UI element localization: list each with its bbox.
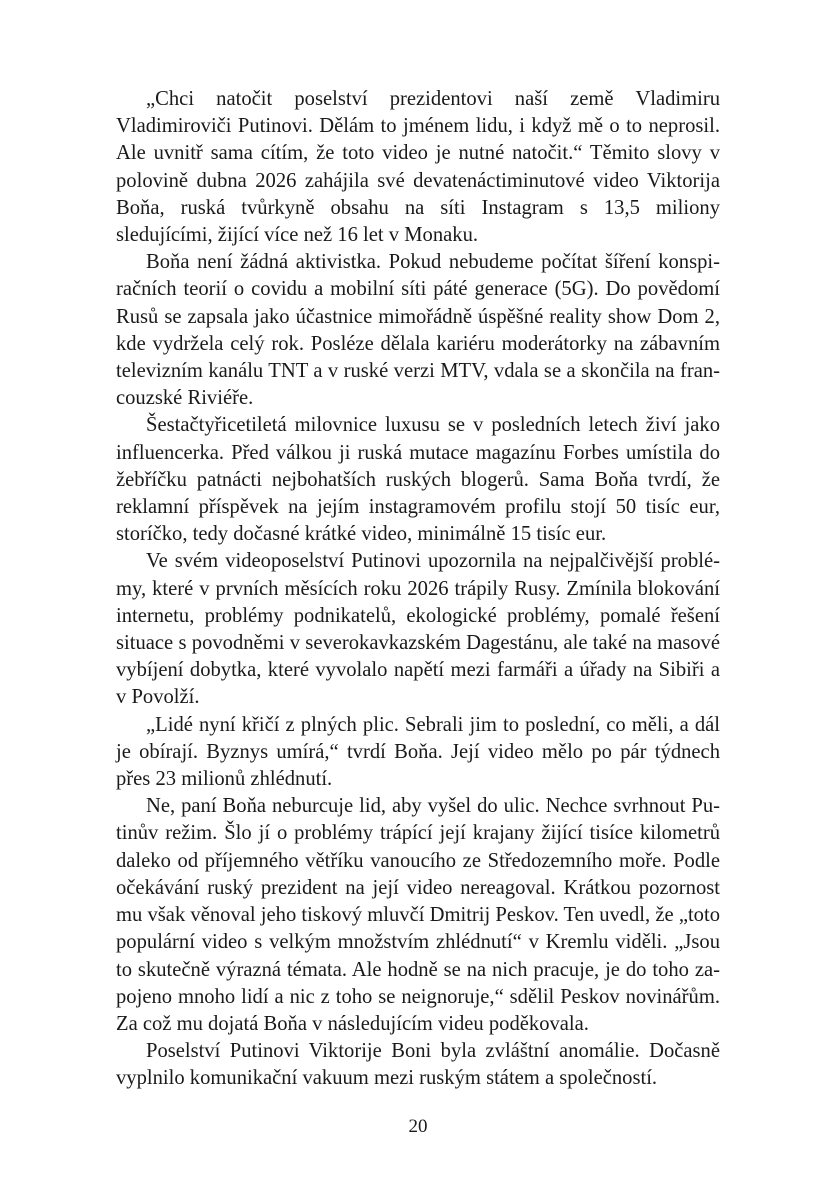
- paragraph-2: Boňa není žádná aktivistka. Pokud nebudeme počítat šíření konspiračních teorií o covidu a mobilní síti páté generace (5G). Do povědomí Rusů se zapsala jako účastnice mimořádně úspěšné reality show Dom 2, kde vydržela celý rok. Posléze dělala kariéru moderátorky na zábavním televizním kanálu TNT a v ruské verzi MTV, vdala se a skončila na francouzské Riviéře.: [116, 251, 720, 410]
- paragraph-3: Šestačtyřicetiletá milovnice luxusu se v posledních letech živí jako influencerka. Před válkou ji ruská mutace magazínu Forbes umístila do žebříčku patnácti nejbohatších ruských blogerů. Sama Boňa tvrdí, že reklamní příspěvek na jejím instagramovém profilu stojí 50 tisíc eur, storíčko, tedy dočasné krátké video, minimálně 15 tisíc eur.: [116, 414, 720, 546]
- paragraph-7: Poselství Putinovi Viktorije Boni byla zvláštní anomálie. Dočasně vyplnilo komunikační vakuum mezi ruským státem a společností.: [116, 1040, 720, 1090]
- page-body: [116, 86, 720, 1093]
- page-number: 20: [408, 1116, 428, 1137]
- paragraph-6: Ne, paní Boňa neburcuje lid, aby vyšel do ulic. Nechce svrhnout Putinův režim. Šlo jí o problémy trápící její krajany žijící tisíce kilometrů daleko od příjemného větříku vanoucího ze Středozemního moře. Podle očekávání ruský prezident na její video nereagoval. Krátkou pozornost mu však věnoval jeho tiskový mluvčí Dmitrij Peskov. Ten uvedl, že „toto populární video s velkým množstvím zhlédnutí“ v Kremlu viděli. „Jsou to skutečně výrazná témata. Ale hodně se na nich pracuje, je do toho zapojeno mnoho lidí a nic z toho se neignoruje,“ sdělil Peskov novinářům. Za což mu dojatá Boňa v následujícím videu poděkovala.: [116, 795, 720, 1035]
- paragraph-1: „Chci natočit poselství prezidentovi naší země Vladimiru Vladimiroviči Putinovi. Dělám to jménem lidu, i když mě o to neprosil. Ale uvnitř sama cítím, že toto video je nutné natočit.“ Těmito slovy v polovině dubna 2026 zahájila své devatenáctiminutové video Viktorija Boňa, ruská tvůrkyně obsahu na síti Instagram s 13,5 miliony sledujícími, žijící více než 16 let v Monaku.: [116, 88, 720, 247]
- paragraph-5: „Lidé nyní křičí z plných plic. Sebrali jim to poslední, co měli, a dál je obírají. Byznys umírá,“ tvrdí Boňa. Její video mělo po pár týdnech přes 23 milionů zhlédnutí.: [116, 713, 720, 791]
- paragraph-4: Ve svém videoposelství Putinovi upozornila na nejpalčivější problémy, které v prvních měsících roku 2026 trápily Rusy. Zmínila blokování internetu, problémy podnikatelů, ekologické problémy, pomalé řešení situace s povodněmi v severokavkazském Dagestánu, ale také na masové vybíjení dobytka, které vyvolalo napětí mezi farmáři a úřady na Sibiři a v Povolží.: [116, 550, 720, 709]
